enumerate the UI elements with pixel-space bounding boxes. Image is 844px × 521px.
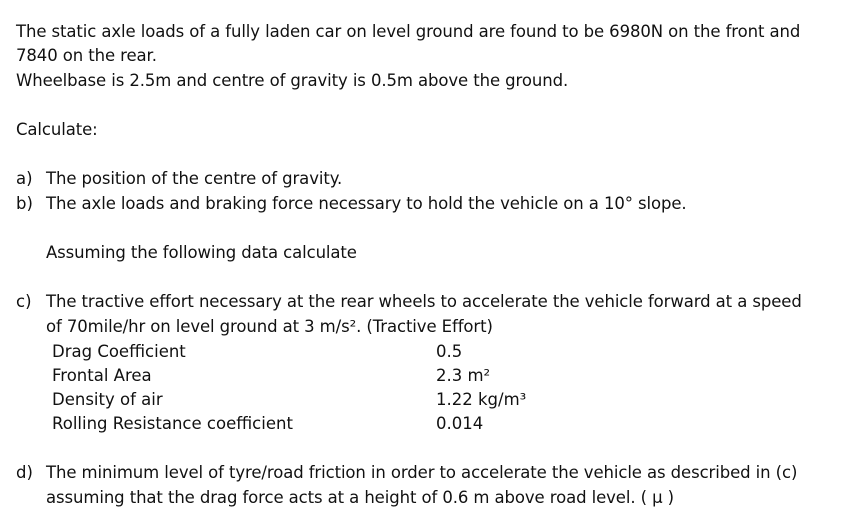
problem-statement-line-3: Wheelbase is 2.5m and centre of gravity is 0.5m above the ground. [16, 71, 569, 90]
data-label-drag-coefficient: Drag Coefficient [52, 342, 186, 361]
problem-statement-line-2: 7840 on the rear. [16, 46, 157, 65]
calculate-heading: Calculate: [16, 120, 98, 139]
question-c-text-line-2: of 70mile/hr on level ground at 3 m/s². (Tractive Effort) [46, 317, 493, 336]
problem-statement-line-1: The static axle loads of a fully laden car on level ground are found to be 6980N on the front and [16, 22, 801, 41]
question-d-marker: d) [16, 463, 33, 482]
question-b-text: The axle loads and braking force necessary to hold the vehicle on a 10° slope. [46, 194, 687, 213]
question-a-text: The position of the centre of gravity. [46, 169, 343, 188]
data-label-frontal-area: Frontal Area [52, 366, 152, 385]
question-a-marker: a) [16, 169, 33, 188]
question-d-text-line-2: assuming that the drag force acts at a height of 0.6 m above road level. ( μ ) [46, 488, 674, 507]
question-c-text-line-1: The tractive effort necessary at the rear wheels to accelerate the vehicle forward at a speed [46, 292, 802, 311]
data-value-density-of-air: 1.22 kg/m³ [436, 390, 527, 409]
question-b-marker: b) [16, 194, 33, 213]
data-value-rolling-resistance: 0.014 [436, 414, 484, 433]
question-d-text-line-1: The minimum level of tyre/road friction in order to accelerate the vehicle as described in (c) [46, 463, 798, 482]
assumption-text: Assuming the following data calculate [46, 243, 357, 262]
data-label-rolling-resistance: Rolling Resistance coefficient [52, 414, 293, 433]
data-value-drag-coefficient: 0.5 [436, 342, 463, 361]
data-label-density-of-air: Density of air [52, 390, 163, 409]
data-value-frontal-area: 2.3 m² [436, 366, 491, 385]
question-c-marker: c) [16, 292, 32, 311]
